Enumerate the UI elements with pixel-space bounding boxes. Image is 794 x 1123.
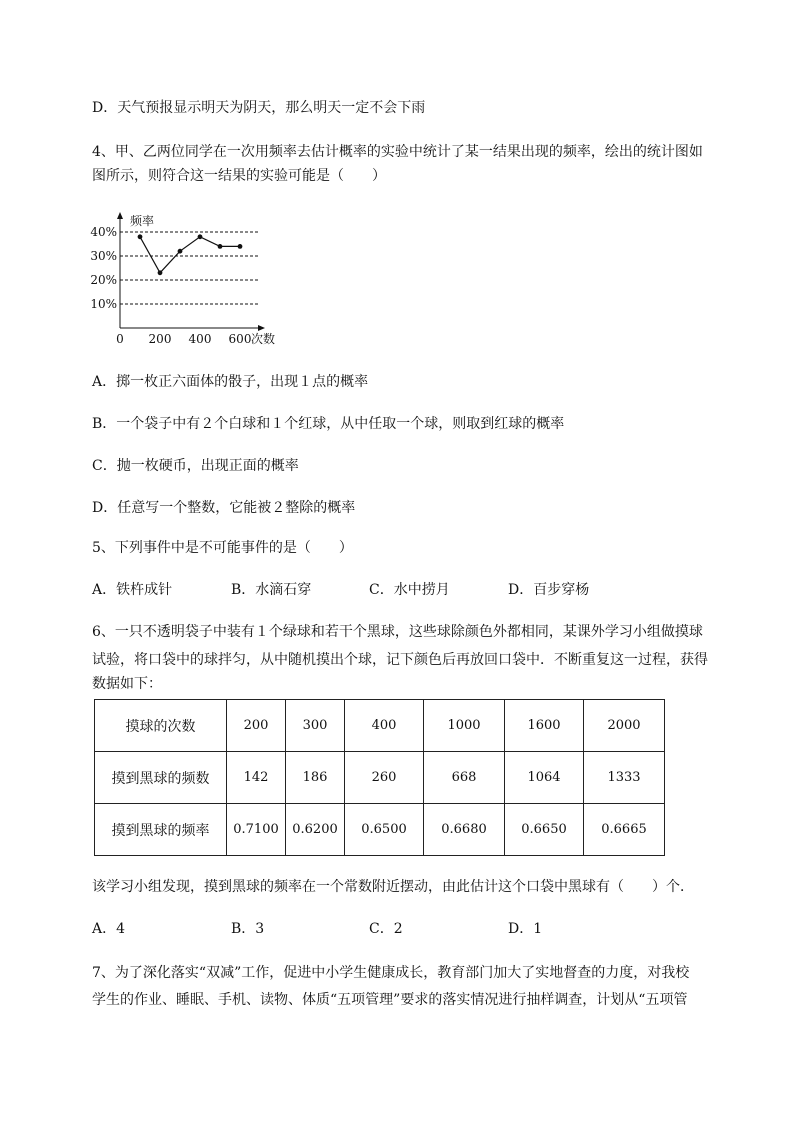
q6-stem-line-1: 6、一只不透明袋子中装有１个绿球和若干个黑球，这些球除颜色外都相同，某课外学习小组做摸球 xyxy=(92,624,703,640)
table-cell: 200 xyxy=(227,700,286,752)
q6-option-d: D．1 xyxy=(508,921,543,937)
x-tick-label: 600 xyxy=(228,332,252,346)
table-cell: 0.6650 xyxy=(505,804,584,856)
data-point xyxy=(178,249,183,254)
x-axis-arrow xyxy=(258,325,265,331)
table-row-header: 摸到黑球的频数 xyxy=(95,752,227,804)
q7-stem-line-2: 学生的作业、睡眠、手机、读物、体质“五项管理”要求的落实情况进行抽样调查，计划从“五项管 xyxy=(92,992,688,1008)
q5-stem: 5、下列事件中是不可能事件的是（ ） xyxy=(92,540,353,556)
table-cell: 1064 xyxy=(505,752,584,804)
table-cell: 300 xyxy=(286,700,345,752)
table-row xyxy=(95,752,665,804)
data-point xyxy=(218,244,223,249)
q6-stem-line-3: 数据如下： xyxy=(92,676,162,692)
q4-option-d: D．任意写一个整数，它能被２整除的概率 xyxy=(92,500,356,516)
x-tick-label: 400 xyxy=(188,332,212,346)
y-tick-label: 30% xyxy=(90,249,117,263)
q3-option-d: D．天气预报显示明天为阴天，那么明天一定不会下雨 xyxy=(92,100,426,116)
y-tick-label: 20% xyxy=(90,273,117,287)
chart-y-label: 频率 xyxy=(130,214,155,228)
data-point xyxy=(238,244,243,249)
q6-options xyxy=(92,919,692,939)
q6-conclusion: 该学习小组发现，摸到黑球的频率在一个常数附近摆动，由此估计这个口袋中黑球有（ ）个． xyxy=(92,879,694,895)
q7-stem-line-1: 7、为了深化落实“双减”工作，促进中小学生健康成长，教育部门加大了实地督查的力度，对我校 xyxy=(92,965,690,981)
y-tick-label: 40% xyxy=(90,225,117,239)
table-cell: 1333 xyxy=(584,752,665,804)
table-cell: 142 xyxy=(227,752,286,804)
q4-option-a: A．掷一枚正六面体的骰子，出现１点的概率 xyxy=(92,374,369,390)
table-row-header: 摸到黑球的频率 xyxy=(95,804,227,856)
frequency-line-chart xyxy=(88,208,308,348)
table-cell: 668 xyxy=(424,752,505,804)
table-row-header: 摸球的次数 xyxy=(95,700,227,752)
chart-axes xyxy=(117,212,265,331)
y-axis-arrow xyxy=(117,212,123,219)
q5-option-d: D．百步穿杨 xyxy=(508,582,590,598)
table-cell: 1000 xyxy=(424,700,505,752)
chart-x-label: 次数 xyxy=(251,332,276,346)
q5-option-b: B．水滴石穿 xyxy=(231,582,312,598)
table-cell: 2000 xyxy=(584,700,665,752)
q4-stem-line-2: 图所示，则符合这一结果的实验可能是（ ） xyxy=(92,168,386,184)
table-row xyxy=(95,804,665,856)
q6-stem-line-2: 试验，将口袋中的球拌匀，从中随机摸出个球，记下颜色后再放回口袋中．不断重复这一过程，获得 xyxy=(92,652,708,668)
y-tick-label: 10% xyxy=(90,297,117,311)
table-cell: 1600 xyxy=(505,700,584,752)
table-row xyxy=(95,700,665,752)
q6-option-c: C．2 xyxy=(369,921,403,937)
data-point xyxy=(158,270,163,275)
q6-data-table xyxy=(94,699,665,856)
table-cell: 0.6500 xyxy=(345,804,424,856)
x-tick-label: 200 xyxy=(148,332,172,346)
x-tick-label: 0 xyxy=(116,332,124,346)
q5-option-a: A．铁杵成针 xyxy=(92,582,173,598)
table-cell: 0.6680 xyxy=(424,804,505,856)
q5-options xyxy=(92,580,692,600)
q4-option-b: B．一个袋子中有２个白球和１个红球，从中任取一个球，则取到红球的概率 xyxy=(92,416,565,432)
table-cell: 260 xyxy=(345,752,424,804)
table-cell: 400 xyxy=(345,700,424,752)
data-point xyxy=(198,234,203,239)
q4-option-c: C．抛一枚硬币，出现正面的概率 xyxy=(92,458,299,474)
q6-option-a: A．4 xyxy=(92,921,126,937)
q4-stem-line-1: 4、甲、乙两位同学在一次用频率去估计概率的实验中统计了某一结果出现的频率，绘出的统计图如 xyxy=(92,144,703,160)
table-cell: 0.7100 xyxy=(227,804,286,856)
series-line xyxy=(140,237,240,273)
table-cell: 186 xyxy=(286,752,345,804)
data-point xyxy=(138,234,143,239)
chart-grid xyxy=(120,232,258,304)
table-cell: 0.6665 xyxy=(584,804,665,856)
q5-option-c: C．水中捞月 xyxy=(369,582,450,598)
q6-option-b: B．3 xyxy=(231,921,265,937)
table-cell: 0.6200 xyxy=(286,804,345,856)
